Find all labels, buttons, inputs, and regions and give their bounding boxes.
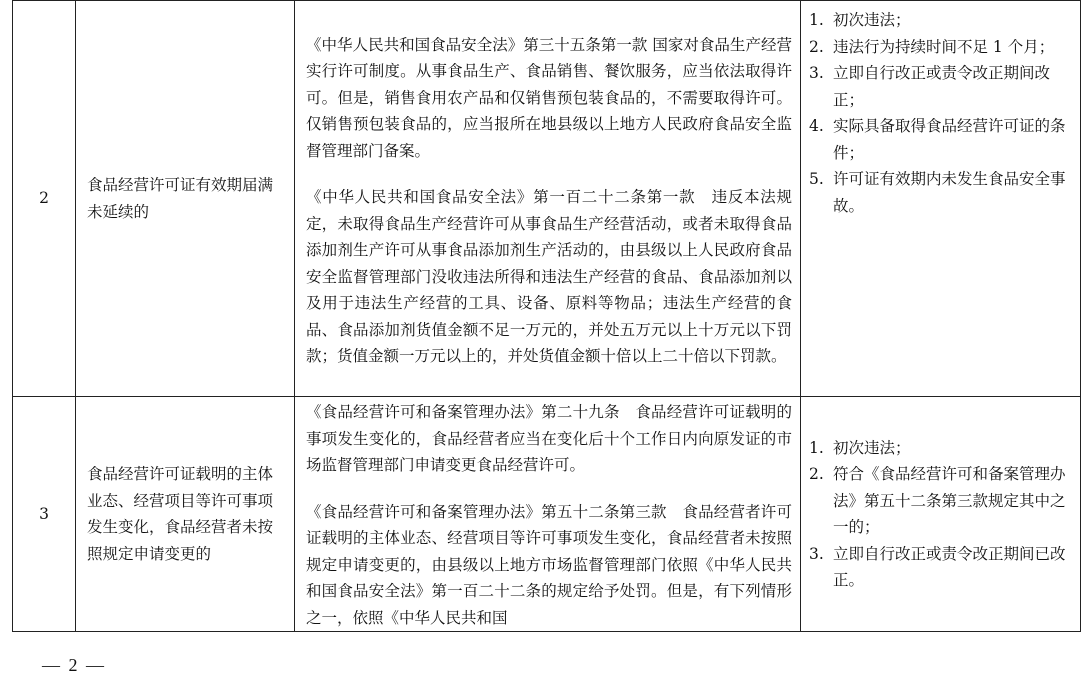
- condition-item: 1. 初次违法；: [809, 438, 911, 457]
- legal-basis-paragraph: 《食品经营许可和备案管理办法》第二十九条 食品经营许可证载明的事项发生变化的，食品经营者应当在变化后十个工作日内向原发证的市场监督管理部门申请变更食品经营许可。: [306, 403, 792, 474]
- legal-basis-paragraph: 《中华人民共和国食品安全法》第一百二十二条第一款 违反本法规定，未取得食品生产经营许可从事食品生产经营活动，或者未取得食品添加剂生产许可从事食品添加剂生产活动的，由县级以上人民政府食品安全监督管理部门没收违法所得和违法生产经营的食品、食品添加剂以及用于违法生产经营的工具、设备、原料等物品；违法生产经营的食品、食品添加剂货值金额不足一万元的，并处五万元以上十万元以下罚款；货值金额一万元以上的，并处货值金额十倍以上二十倍以下罚款。: [306, 188, 792, 365]
- condition-item: 3. 立即自行改正或责令改正期间改正；: [809, 64, 1051, 109]
- row-number: 3: [13, 397, 76, 632]
- page-number: — 2 —: [42, 655, 106, 675]
- violation-item: 食品经营许可证有效期届满未延续的: [76, 1, 295, 397]
- legal-basis-paragraph: 《中华人民共和国食品安全法》第三十五条第一款 国家对食品生产经营实行许可制度。从事食品生产、食品销售、餐饮服务，应当依法取得许可。但是，销售食用农产品和仅销售预包装食品的，不需要取得许可。仅销售预包装食品的，应当报所在地县级以上地方人民政府食品安全监督管理部门备案。: [306, 35, 792, 160]
- condition-item: 5. 许可证有效期内未发生食品安全事故。: [809, 170, 1066, 215]
- violation-item: 食品经营许可证载明的主体业态、经营项目等许可事项发生变化，食品经营者未按照规定申请变更的: [76, 397, 295, 632]
- condition-item: 3. 立即自行改正或责令改正期间已改正。: [809, 544, 1066, 589]
- exemption-conditions: [801, 397, 1081, 632]
- legal-basis-paragraph: 《食品经营许可和备案管理办法》第五十二条第三款 食品经营者许可证载明的主体业态、经营项目等许可事项发生变化，食品经营者未按照规定申请变更的，由县级以上地方市场监督管理部门依照《中华人民共和国食品安全法》第一百二十二条的规定给予处罚。但是，有下列情形之一，依照《中华人民共和国: [306, 502, 792, 627]
- exemption-conditions: [801, 1, 1081, 397]
- penalty-table: [12, 0, 1081, 632]
- condition-item: 1. 初次违法；: [809, 11, 911, 29]
- table-row: [13, 1, 1081, 397]
- condition-item: 2. 违法行为持续时间不足 1 个月；: [809, 37, 1055, 56]
- table-row: [13, 397, 1081, 632]
- condition-item: 2. 符合《食品经营许可和备案管理办法》第五十二条第三款规定其中之一的；: [809, 465, 1066, 536]
- condition-item: 4. 实际具备取得食品经营许可证的条件；: [809, 117, 1066, 162]
- legal-basis: [295, 397, 801, 632]
- row-number: 2: [13, 1, 76, 397]
- legal-basis: [295, 1, 801, 397]
